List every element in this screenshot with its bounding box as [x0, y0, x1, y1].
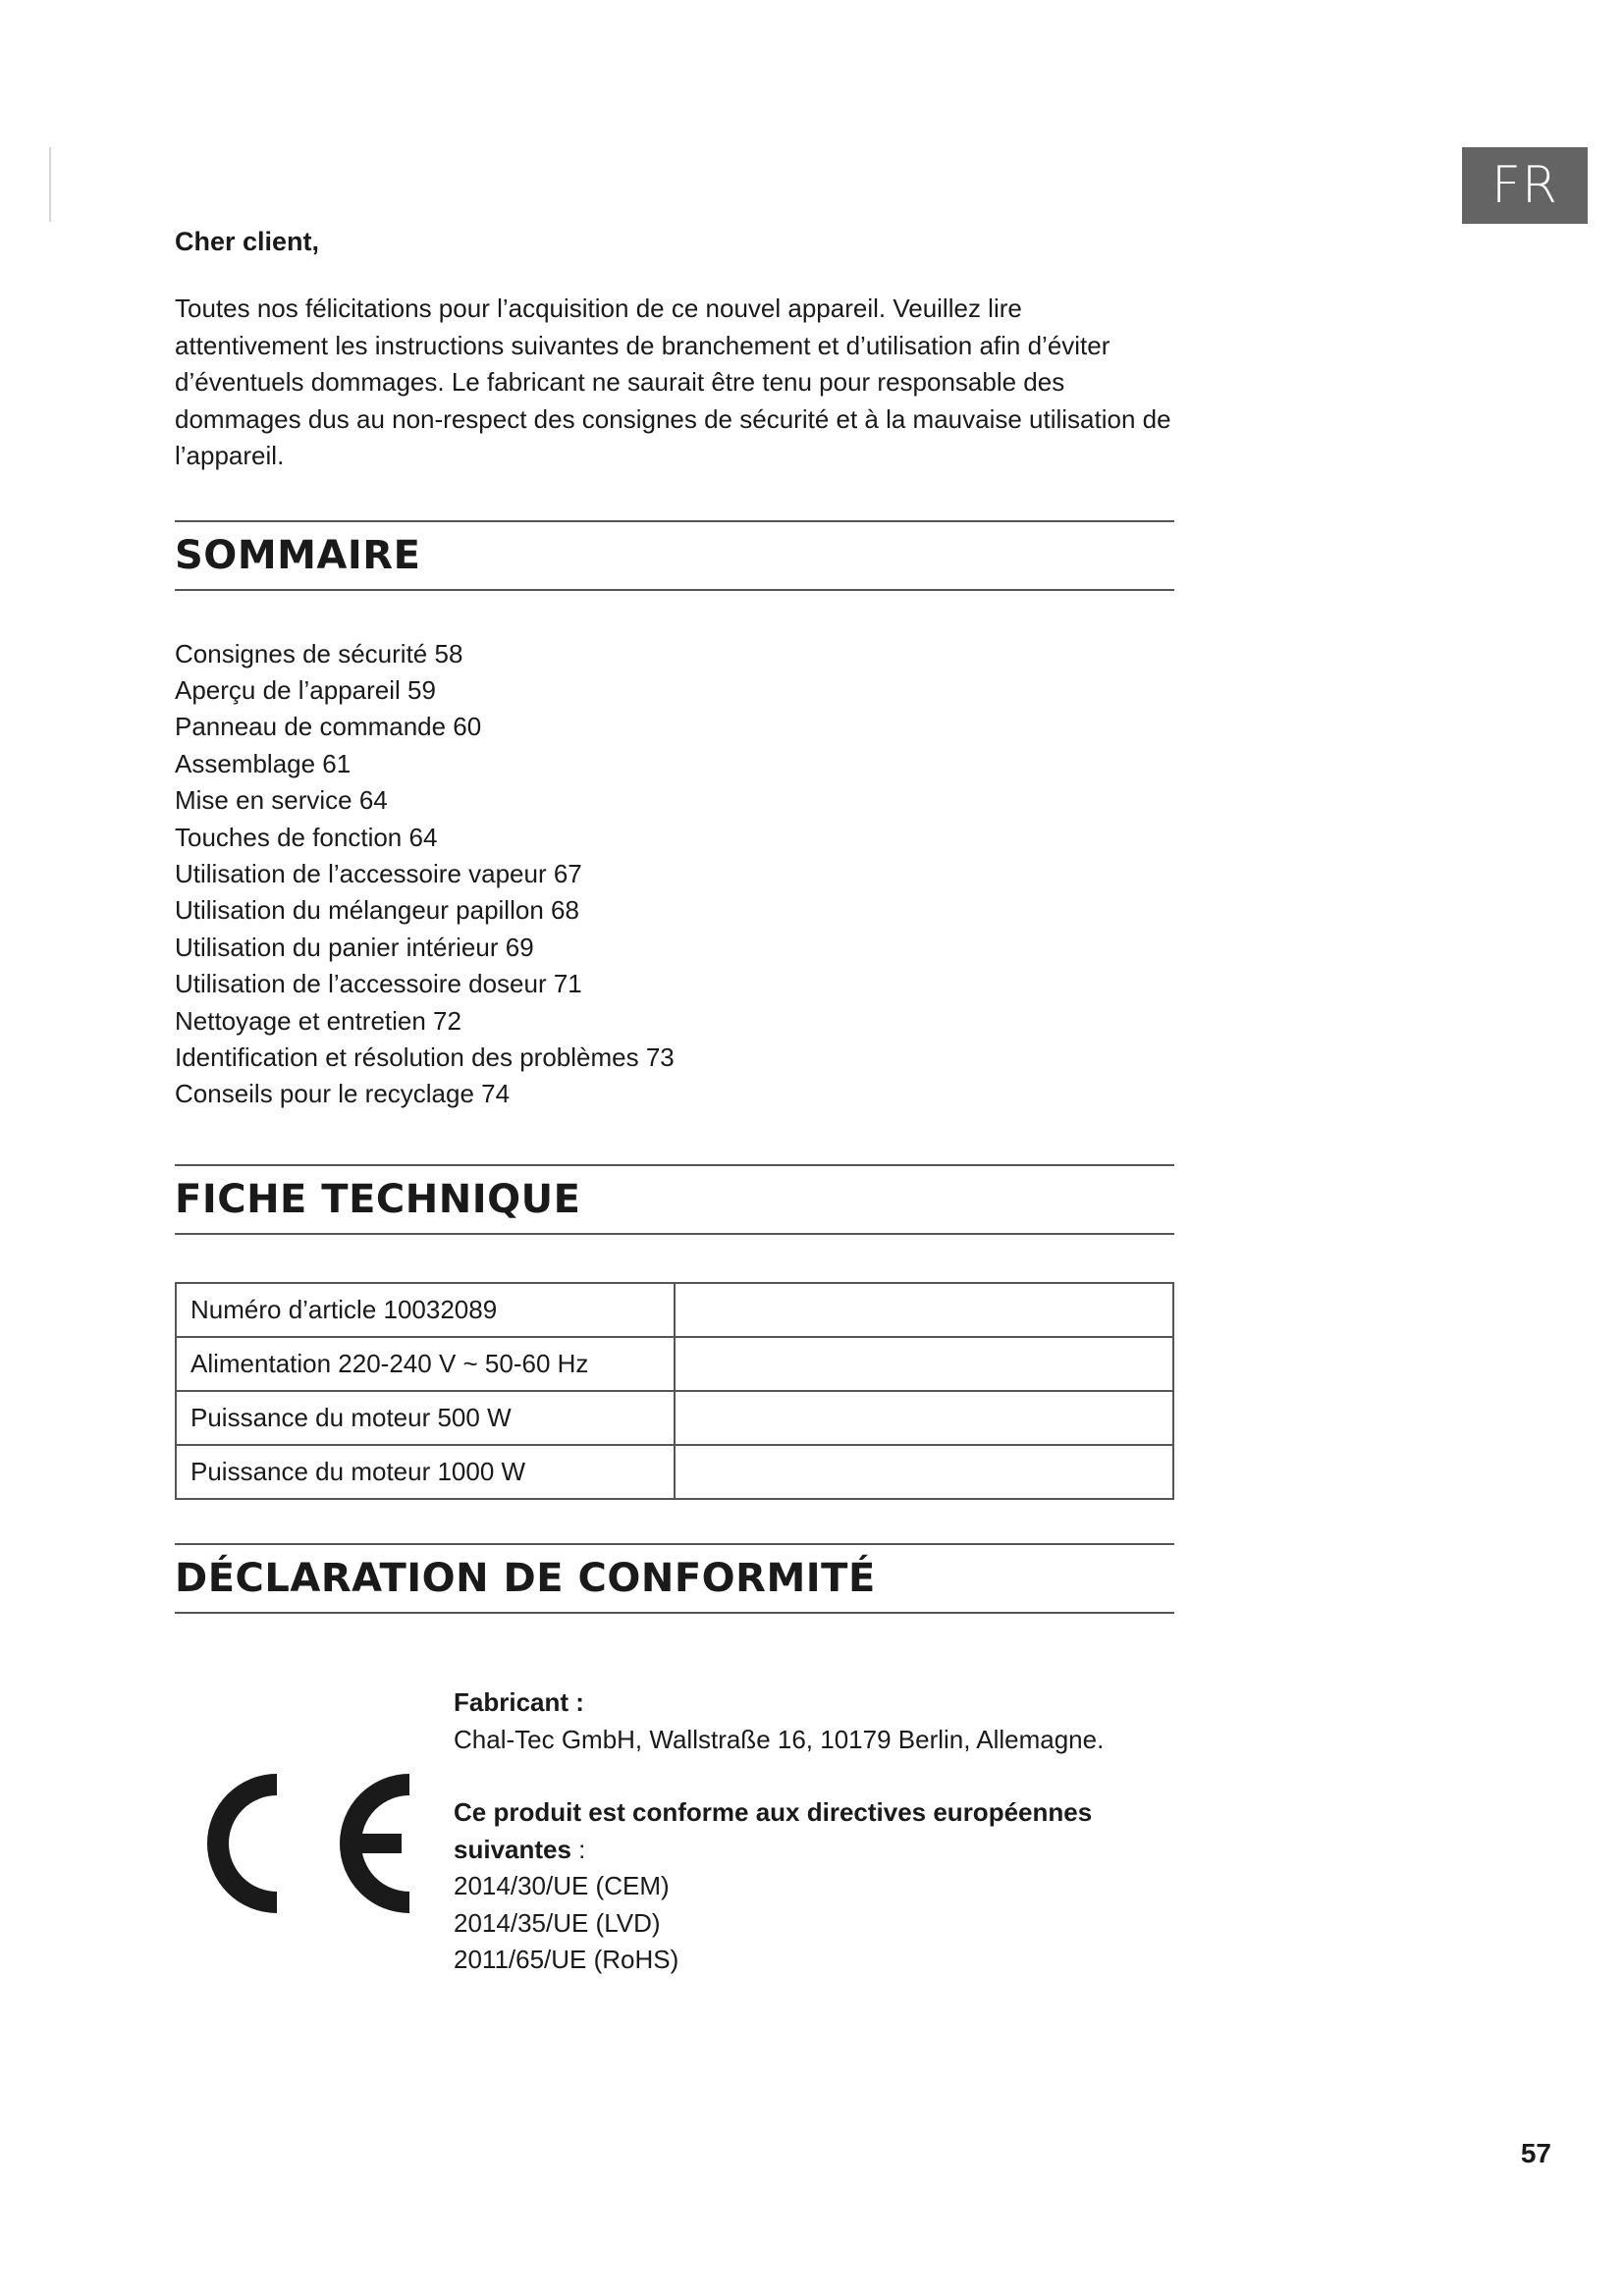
directive-item: 2011/65/UE (RoHS) [454, 1945, 679, 1974]
table-row [176, 1337, 1173, 1391]
section-title: FICHE TECHNIQUE [175, 1176, 581, 1222]
table-cell: Alimentation 220-240 V ~ 50-60 Hz [176, 1337, 675, 1391]
declaration-block [454, 1684, 1180, 1979]
section-title: SOMMAIRE [175, 532, 421, 578]
section-header-sommaire [175, 520, 1174, 591]
table-cell [675, 1337, 1173, 1391]
toc-item: Consignes de sécurité 58 [175, 638, 463, 668]
toc-item: Identification et résolution des problèmes 73 [175, 1041, 675, 1072]
section-title: DÉCLARATION DE CONFORMITÉ [175, 1555, 876, 1601]
language-tab: FR [1462, 147, 1588, 224]
directives-label: Ce produit est conforme aux directives européennes [454, 1797, 1093, 1827]
directives-label-2: suivantes [454, 1834, 571, 1864]
page-number: 57 [1520, 2138, 1551, 2168]
table-cell: Puissance du moteur 500 W [176, 1391, 675, 1445]
toc-item: Panneau de commande 60 [175, 712, 482, 742]
page-content [175, 222, 1174, 1614]
toc-item: Utilisation du panier intérieur 69 [175, 932, 534, 962]
section-header-declaration [175, 1543, 1174, 1614]
directives-intro [454, 1794, 1180, 1868]
manufacturer-label: Fabricant : [454, 1687, 584, 1717]
toc-item: Utilisation de l’accessoire doseur 71 [175, 969, 582, 999]
directive-item: 2014/30/UE (CEM) [454, 1871, 670, 1900]
toc-item: Conseils pour le recyclage 74 [175, 1079, 511, 1109]
table-cell [675, 1283, 1173, 1337]
intro-line: d’éventuels dommages. Le fabricant ne saurait être tenu pour responsable des [175, 367, 1065, 397]
ce-mark-icon [194, 1765, 415, 1922]
table-row [176, 1445, 1173, 1499]
toc-item: Aperçu de l’appareil 59 [175, 674, 436, 705]
toc-item: Touches de fonction 64 [175, 822, 438, 852]
intro-line: l’appareil. [175, 441, 285, 470]
toc-item: Mise en service 64 [175, 785, 388, 816]
table-cell: Puissance du moteur 1000 W [176, 1445, 675, 1499]
intro-line: Toutes nos félicitations pour l’acquisition de ce nouvel appareil. Veuillez lire [175, 294, 1022, 323]
directives-colon: : [570, 1834, 586, 1864]
toc-item: Assemblage 61 [175, 748, 352, 778]
intro-paragraph [175, 291, 1174, 475]
toc-item: Utilisation du mélangeur papillon 68 [175, 895, 579, 926]
toc-item: Nettoyage et entretien 72 [175, 1005, 461, 1036]
directive-item: 2014/35/UE (LVD) [454, 1907, 661, 1938]
manufacturer-address: Chal-Tec GmbH, Wallstraße 16, 10179 Berlin, Allemagne. [454, 1724, 1105, 1754]
table-row [176, 1283, 1173, 1337]
greeting: Cher client, [175, 227, 320, 256]
intro-line: dommages dus au non-respect des consignes de sécurité et à la mauvaise utilisation de [175, 403, 1171, 434]
intro-line: attentivement les instructions suivantes de branchement et d’utilisation afin d’éviter [175, 330, 1110, 360]
table-row [176, 1391, 1173, 1445]
table-cell [675, 1391, 1173, 1445]
table-cell [675, 1445, 1173, 1499]
margin-rule [49, 147, 51, 222]
toc-item: Utilisation de l’accessoire vapeur 67 [175, 858, 582, 888]
table-cell: Numéro d’article 10032089 [176, 1283, 675, 1337]
spec-table [175, 1282, 1174, 1500]
section-header-fiche-technique [175, 1164, 1174, 1235]
table-of-contents [175, 636, 1174, 1113]
